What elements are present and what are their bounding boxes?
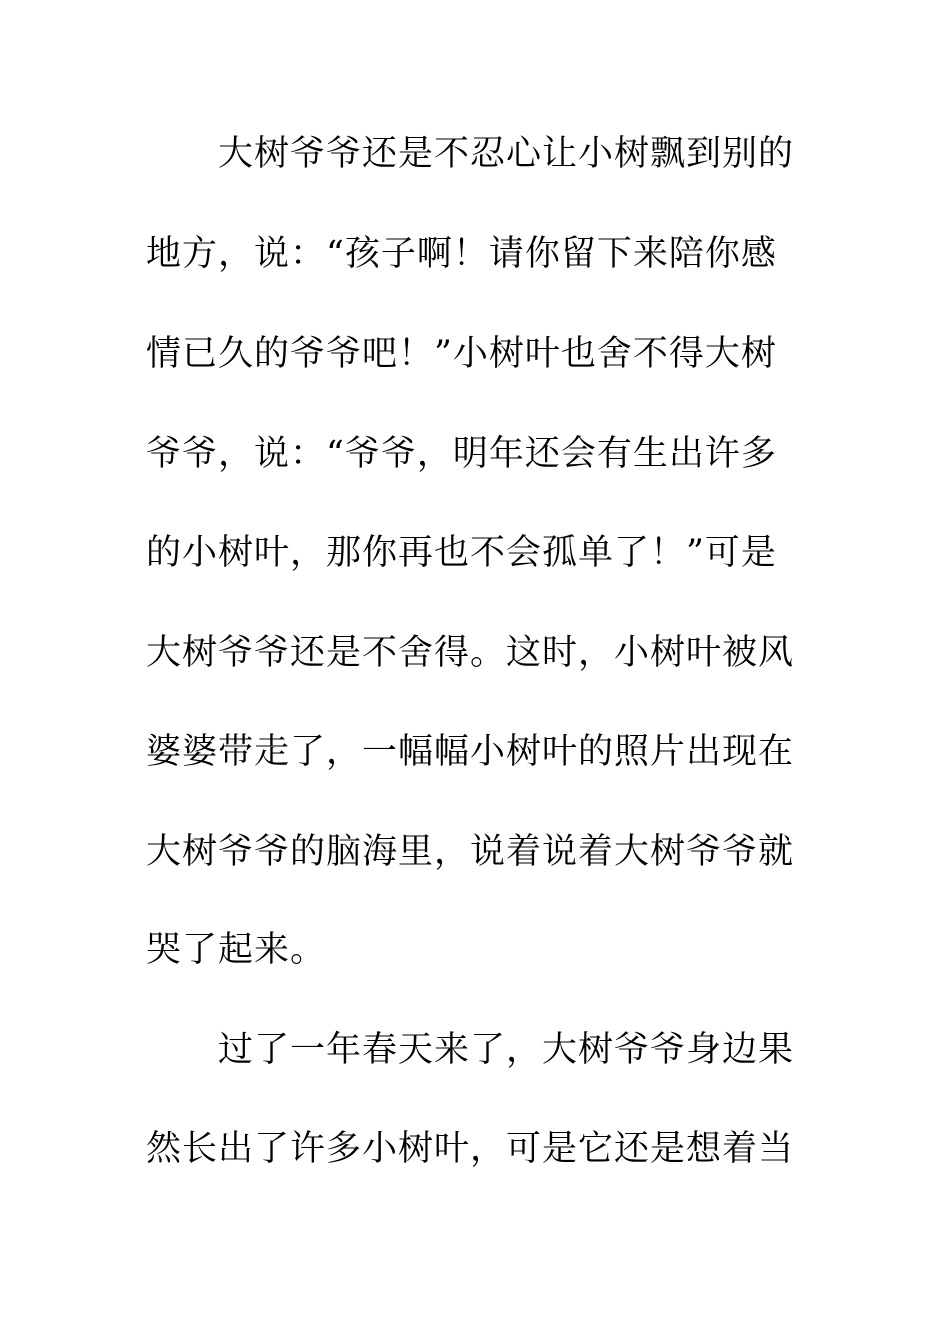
paragraph-1-line-3: 情已久的爷爷吧！”小树叶也舍不得大树 (146, 334, 777, 374)
paragraph-1-line-8: 大树爷爷的脑海里，说着说着大树爷爷就 (146, 832, 795, 872)
paragraph-2-line-2: 然长出了许多小树叶，可是它还是想着当 (146, 1129, 795, 1169)
paragraph-2-line-1: 过了一年春天来了，大树爷爷身边果 (218, 1030, 795, 1070)
paragraph-1-line-7: 婆婆带走了，一幅幅小树叶的照片出现在 (146, 732, 795, 772)
paragraph-1-line-2: 地方，说：“孩子啊！请你留下来陪你感 (146, 234, 777, 274)
paragraph-1-line-4: 爷爷，说：“爷爷，明年还会有生出许多 (146, 434, 777, 474)
paragraph-1-line-9: 哭了起来。 (146, 930, 327, 970)
paragraph-1-line-6: 大树爷爷还是不舍得。这时，小树叶被风 (146, 633, 795, 673)
paragraph-1-line-5: 的小树叶，那你再也不会孤单了！”可是 (146, 533, 777, 573)
paragraph-1-line-1: 大树爷爷还是不忍心让小树飘到别的 (218, 134, 795, 174)
